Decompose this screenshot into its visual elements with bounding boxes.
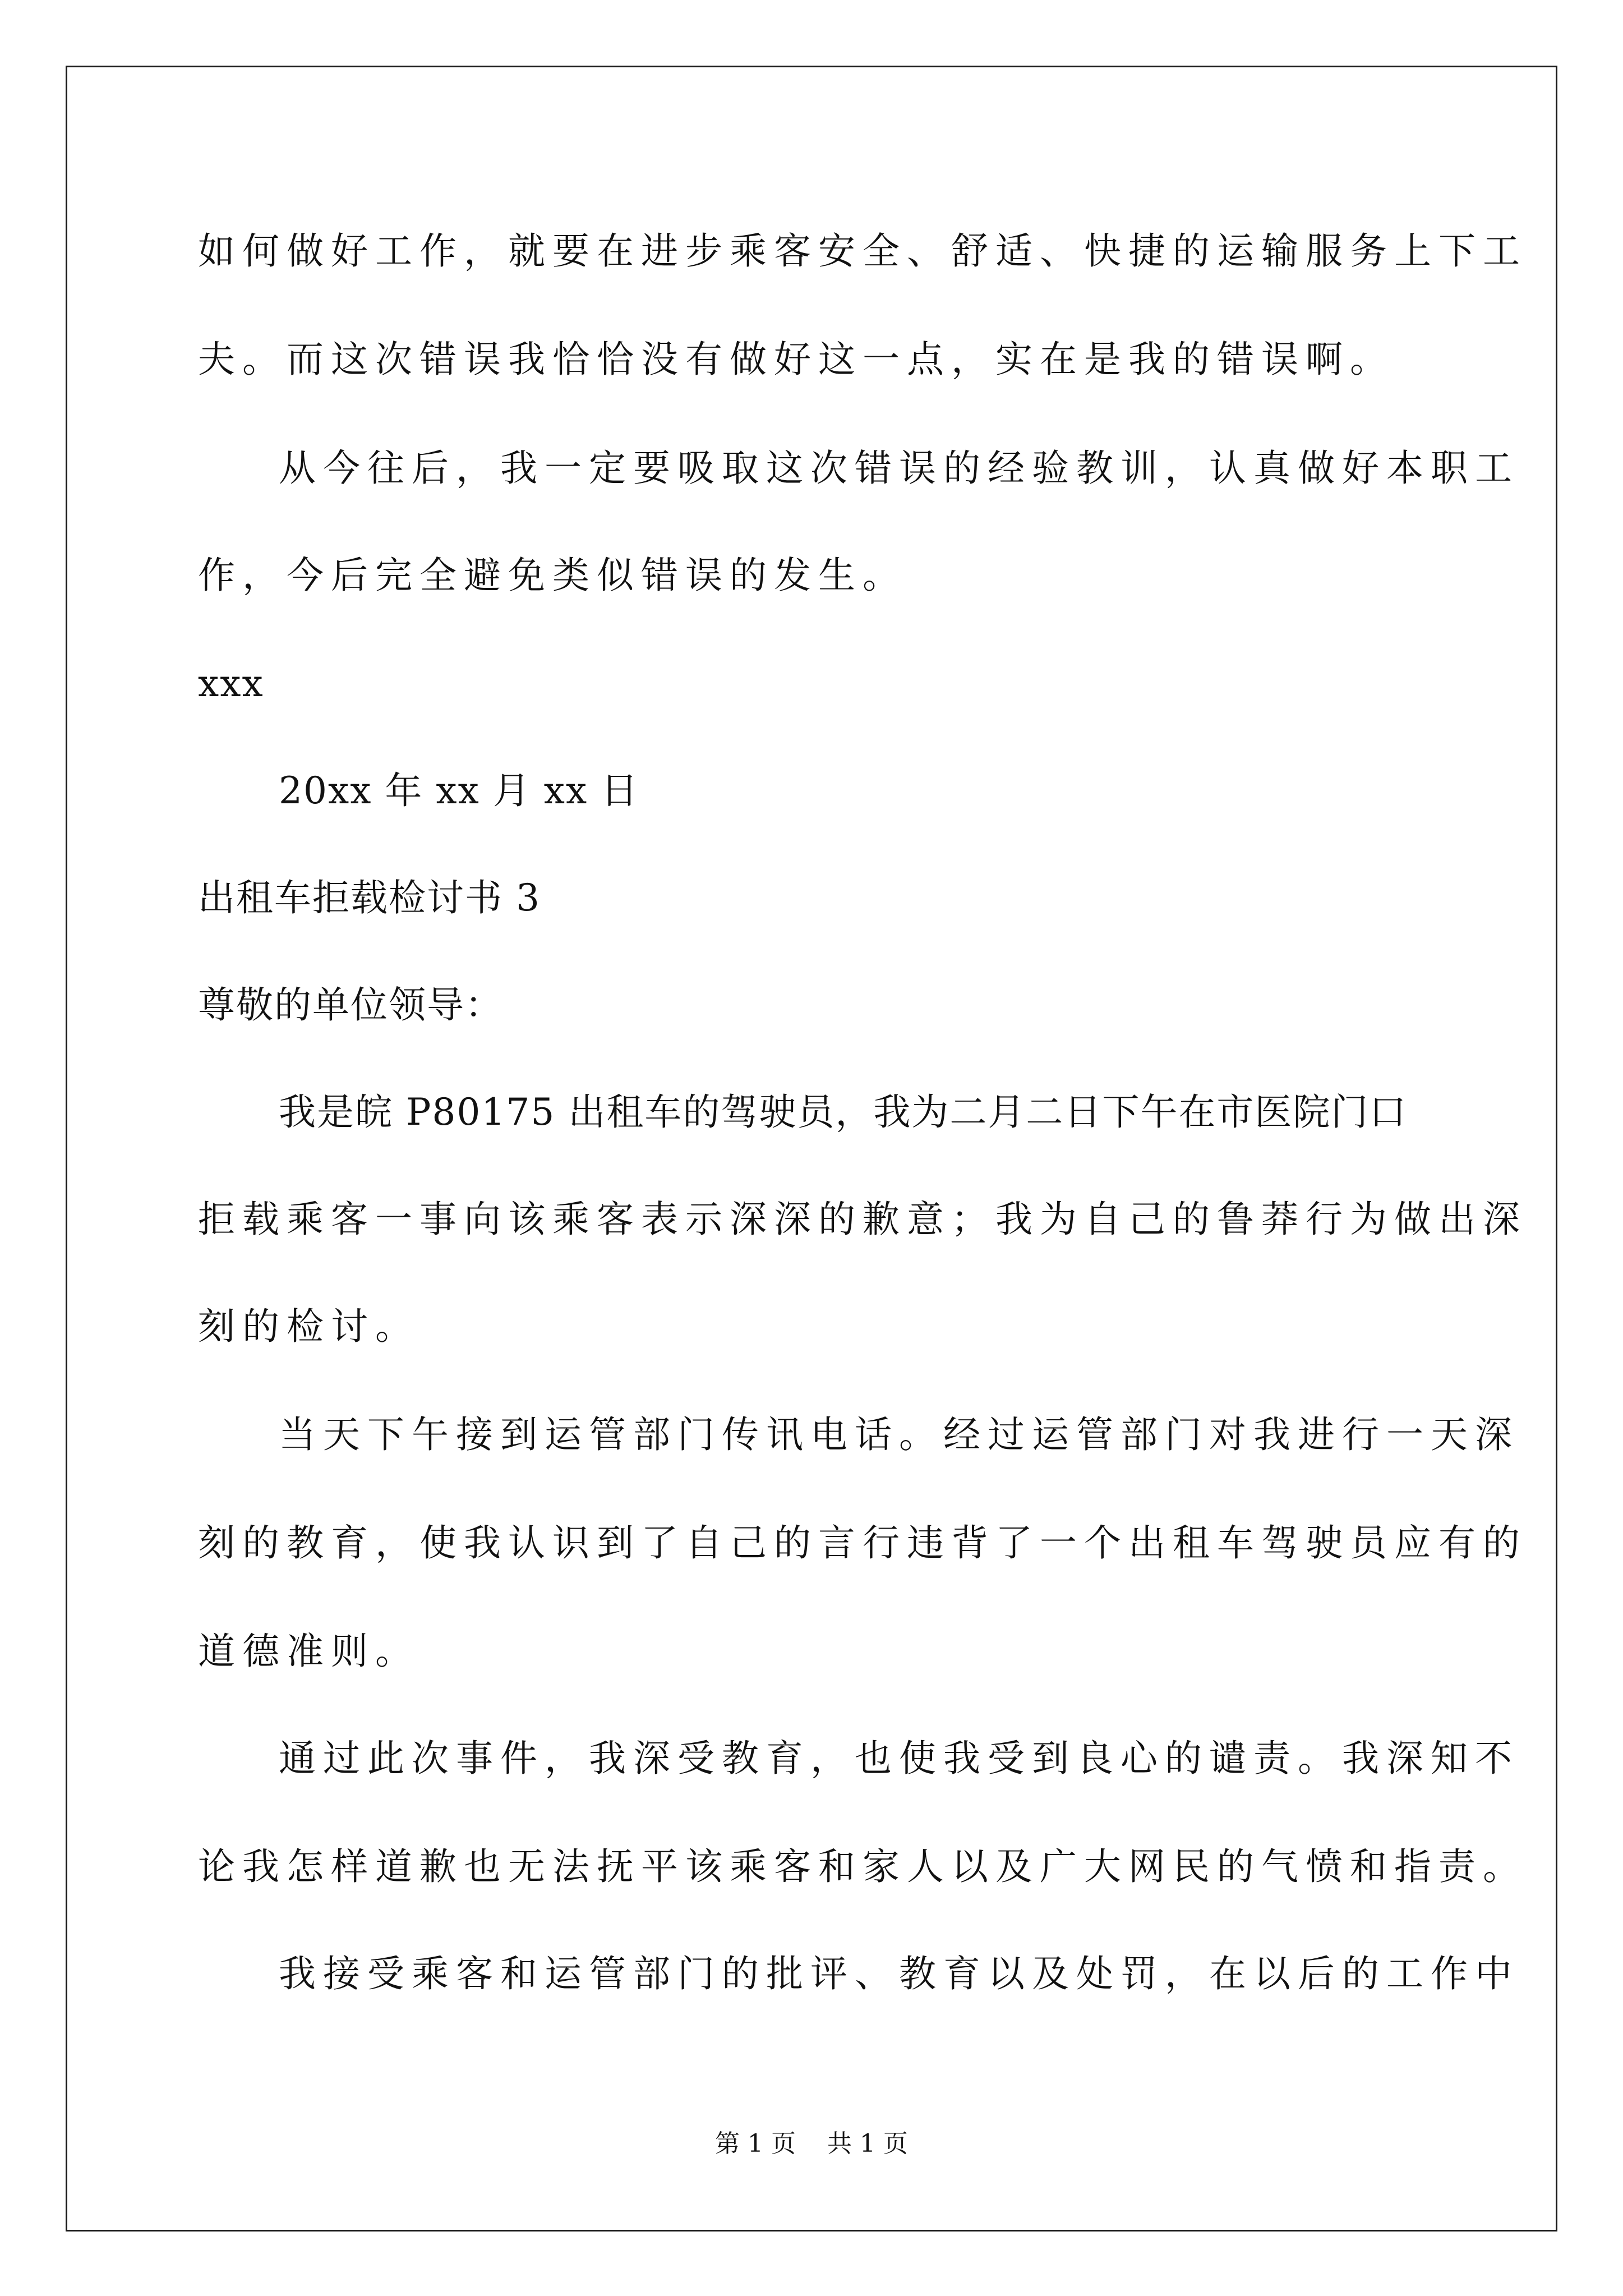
body-line: 论我怎样道歉也无法抚平该乘客和家人以及广大网民的气愤和指责。 [198,1845,1527,1888]
body-line: 刻的教育，使我认识到了自己的言行违背了一个出租车驾驶员应有的 [198,1521,1527,1565]
paragraph-line: 通过此次事件，我深受教育，也使我受到良心的谴责。我深知不 [279,1737,1519,1780]
paragraph-line: 从今往后，我一定要吸取这次错误的经验教训，认真做好本职工 [279,447,1519,490]
salutation: 尊敬的单位领导： [198,983,503,1027]
body-line: 拒载乘客一事向该乘客表示深深的歉意；我为自己的鲁莽行为做出深 [198,1198,1527,1241]
body-line: 刻的检讨。 [198,1305,419,1348]
paragraph-line: 我接受乘客和运管部门的批评、教育以及处罚，在以后的工作中 [279,1952,1519,1995]
section-title: 出租车拒载检讨书 3 [198,876,541,919]
paragraph-line: 我是皖 P80175 出租车的驾驶员，我为二月二日下午在市医院门口 [279,1091,1408,1134]
body-line: 道德准则。 [198,1630,419,1673]
body-line: 如何做好工作，就要在进步乘客安全、舒适、快捷的运输服务上下工 [198,229,1527,273]
date-line: 20xx 年 xx 月 xx 日 [279,769,639,812]
body-line: 夫。而这次错误我恰恰没有做好这一点，实在是我的错误啊。 [198,338,1394,381]
paragraph-line: 当天下午接到运管部门传讯电话。经过运管部门对我进行一天深 [279,1413,1519,1456]
body-line: 作，今后完全避免类似错误的发生。 [198,554,907,597]
page-footer: 第 1 页 共 1 页 [715,2129,908,2158]
signature-text: xxx [198,662,264,705]
page-border [66,66,1557,2231]
